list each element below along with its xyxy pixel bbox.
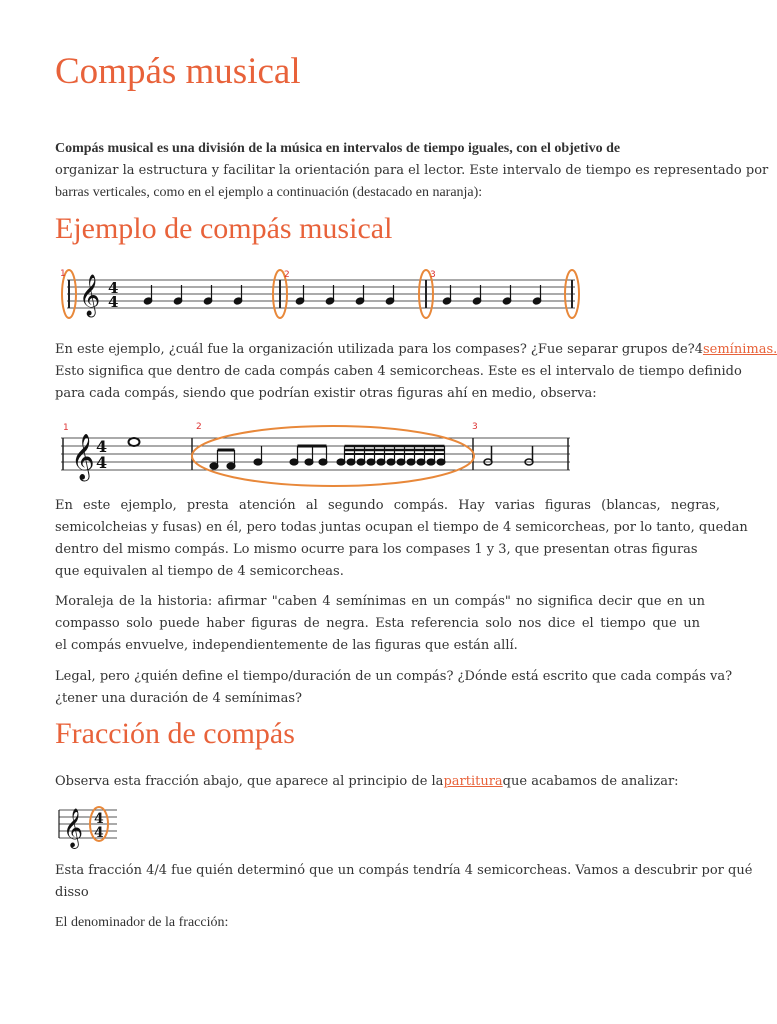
section-heading-fraction: Fracción de compás: [55, 717, 295, 750]
quarter-note: [502, 285, 512, 305]
svg-text:4: 4: [96, 437, 108, 456]
section-heading-example: Ejemplo de compás musical: [55, 212, 393, 245]
measure-number-2: 2: [284, 270, 290, 280]
time-signature-figure: [55, 798, 125, 853]
paragraph-2-line-2: semicolcheias y fusas) en él, pero todas juntas ocupan el tiempo de 4 semicorcheas, por lo tanto, quedan: [55, 520, 748, 535]
quarter-note: [442, 285, 452, 305]
paragraph-3-line-1: Moraleja de la historia: afirmar "caben 4 semínimas en un compás" no significa decir que en un: [55, 594, 705, 609]
svg-text:4: 4: [108, 293, 119, 311]
svg-text:4: 4: [96, 453, 108, 472]
intro-line-2: organizar la estructura y facilitar la orientación para el lector. Este intervalo de tiempo es representado por: [55, 163, 769, 178]
paragraph-1-text: En este ejemplo, ¿cuál fue la organización utilizada para los compases? ¿Fue separar grupos de?4: [55, 342, 703, 357]
music-staff-example-1: [55, 262, 585, 332]
partitura-link[interactable]: partitura: [443, 774, 503, 789]
measure-number-1: 1: [63, 423, 69, 433]
quarter-note: [355, 285, 365, 305]
quarter-note: [472, 285, 482, 305]
seminimas-link[interactable]: semínimas.: [702, 342, 777, 357]
quarter-note: [532, 285, 542, 305]
paragraph-2-line-3: dentro del mismo compás. Lo mismo ocurre para los compases 1 y 3, que presentan otras figuras: [55, 542, 698, 557]
fraction-numerator: 4: [94, 811, 104, 827]
paragraph-3-line-3: el compás envuelve, independientemente de las figuras que están allí.: [55, 638, 518, 653]
quarter-note: [325, 285, 335, 305]
fraction-intro-text-b: que acabamos de analizar:: [502, 774, 679, 789]
quarter-note: [385, 285, 395, 305]
fraction-paragraph-line-1: Esta fracción 4/4 fue quién determinó que un compás tendría 4 semicorcheas. Vamos a descubrir por qué: [55, 863, 753, 878]
quarter-note: [143, 285, 153, 305]
measure-number-2: 2: [196, 422, 202, 432]
paragraph-1-line-1: [55, 339, 777, 361]
paragraph-2-line-1: En este ejemplo, presta atención al segundo compás. Hay varias figuras (blancas, negras,: [55, 498, 720, 513]
denominator-paragraph: El denominador de la fracción:: [55, 915, 229, 930]
paragraph-4-line-2: ¿tener una duración de 4 semínimas?: [55, 691, 303, 706]
fraction-intro-text-a: Observa esta fracción abajo, que aparece al principio de la: [55, 774, 444, 789]
music-staff-example-2: [55, 418, 585, 493]
intro-line-1: Compás musical es una división de la música en intervalos de tiempo iguales, con el objetivo de: [55, 141, 621, 156]
fraction-paragraph-line-2: disso: [55, 885, 89, 900]
measure-number-3: 3: [430, 270, 436, 280]
quarter-note: [203, 285, 213, 305]
treble-clef-icon: 𝄞: [79, 275, 101, 316]
page-title: Compás musical: [55, 51, 301, 92]
paragraph-2-line-4: que equivalen al tiempo de 4 semicorcheas.: [55, 564, 344, 579]
treble-clef-icon: 𝄞: [63, 808, 84, 848]
intro-line-3: barras verticales, como en el ejemplo a continuación (destacado en naranja):: [55, 185, 483, 200]
quarter-note: [173, 285, 183, 305]
fraction-denominator: 4: [94, 825, 104, 841]
paragraph-1-line-3: para cada compás, siendo que podrían existir otras figuras ahí en medio, observa:: [55, 386, 597, 401]
paragraph-4-line-1: Legal, pero ¿quién define el tiempo/duración de un compás? ¿Dónde está escrito que cada compás va?: [55, 669, 733, 684]
measure-number-3: 3: [472, 422, 478, 432]
treble-clef-icon: 𝄞: [71, 434, 95, 480]
paragraph-3-line-2: compasso solo puede haber figuras de negra. Esta referencia solo nos dice el tiempo que un: [55, 616, 700, 631]
fraction-intro-line: [55, 771, 679, 793]
whole-note: [129, 438, 140, 446]
quarter-note: [233, 285, 243, 305]
quarter-note: [295, 285, 305, 305]
svg-text:4: 4: [108, 279, 119, 297]
measure-number-1: 1: [60, 269, 66, 279]
paragraph-1-line-2: Esto significa que dentro de cada compás caben 4 semicorcheas. Este es el intervalo de tiempo definido: [55, 364, 742, 379]
